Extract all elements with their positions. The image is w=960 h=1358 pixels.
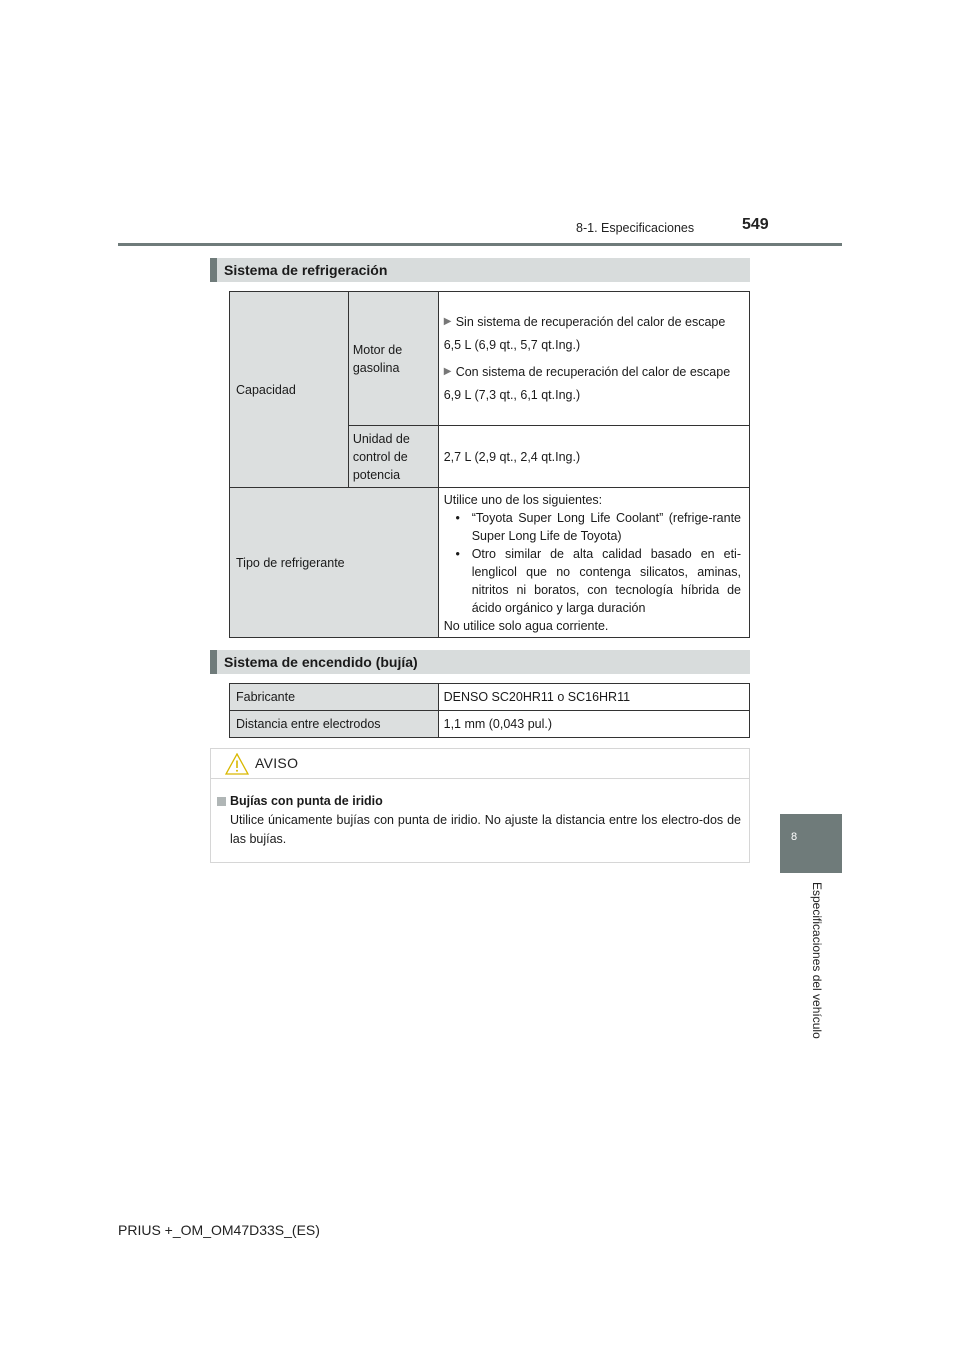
with-recovery-label: Con sistema de recuperación del calor de escape <box>455 365 731 379</box>
no-recovery-value: 6,5 L (6,9 qt., 5,7 qt.Ing.) <box>443 338 581 352</box>
warning-body <box>211 779 749 849</box>
pcu-value: 2,7 L (2,9 qt., 2,4 qt.Ing.) <box>443 449 581 464</box>
warning-title <box>217 792 741 811</box>
gas-engine-label-cell <box>348 292 438 426</box>
triangle-right-icon: ▶ <box>443 366 452 377</box>
manufacturer-label-cell <box>230 684 439 711</box>
coolant-option: “Toyota Super Long Life Coolant” (refrige-rante Super Long Life de Toyota) <box>471 510 741 543</box>
coolant-type-label-cell <box>230 488 439 638</box>
manufacturer-value: DENSO SC20HR11 o SC16HR11 <box>443 690 631 704</box>
capacity-label-cell <box>230 292 349 488</box>
table-row <box>230 684 750 711</box>
pcu-value-cell <box>438 426 749 488</box>
pcu-label: Unidad de control de potencia <box>352 431 410 482</box>
warning-triangle-icon <box>225 753 249 775</box>
manufacturer-label: Fabricante <box>236 690 296 704</box>
cooling-spec-table <box>229 291 750 638</box>
warning-header <box>211 749 749 779</box>
section-heading-ignition <box>210 650 750 674</box>
no-recovery-label: Sin sistema de recuperación del calor de escape <box>455 315 726 329</box>
with-recovery-value: 6,9 L (7,3 qt., 6,1 qt.Ing.) <box>443 388 581 402</box>
section-title: Sistema de encendido (bujía) <box>224 654 418 670</box>
list-item: • Otro similar de alta calidad basado en eti-lenglicol que no contenga silicatos, aminas, nitritos ni boratos, con tecnología híbrida de ácido orgánico y larga duración <box>455 546 741 615</box>
warning-text: Utilice únicamente bujías con punta de iridio. No ajuste la distancia entre los electro-dos de las bujías. <box>230 813 741 846</box>
list-item <box>444 313 741 331</box>
gas-engine-value-cell <box>438 292 749 426</box>
coolant-option: Otro similar de alta calidad basado en eti-lenglicol que no contenga silicatos, aminas, nitritos ni boratos, con tecnología híbrida de ácido orgánico y larga duración <box>471 546 741 615</box>
chapter-title-vertical: Especificaciones del vehículo <box>810 882 824 1039</box>
coolant-type-value-cell <box>438 488 749 638</box>
warning-label: AVISO <box>255 755 299 771</box>
page-number: 549 <box>742 216 769 233</box>
ignition-spec-table <box>229 683 750 738</box>
coolant-note: No utilice solo agua corriente. <box>443 618 609 633</box>
manufacturer-value-cell <box>438 684 749 711</box>
warning-title-text: Bujías con punta de iridio <box>230 794 383 808</box>
coolant-type-label: Tipo de refrigerante <box>236 555 345 570</box>
gap-label-cell <box>230 711 439 738</box>
footer-doc-code: PRIUS +_OM_OM47D33S_(ES) <box>118 1222 320 1238</box>
table-row <box>230 711 750 738</box>
table-row <box>230 488 750 638</box>
gas-engine-label: Motor de gasolina <box>352 342 403 375</box>
chapter-number: 8 <box>791 831 798 843</box>
list-item: • “Toyota Super Long Life Coolant” (refrige-rante Super Long Life de Toyota) <box>455 510 741 543</box>
header-section-title: 8-1. Especificaciones <box>576 221 695 235</box>
coolant-intro: Utilice uno de los siguientes: <box>443 492 603 507</box>
table-row <box>230 292 750 426</box>
header-divider <box>118 243 842 246</box>
capacity-label: Capacidad <box>236 382 296 397</box>
warning-box <box>210 748 750 863</box>
section-title: Sistema de refrigeración <box>224 262 388 278</box>
pcu-label-cell <box>348 426 438 488</box>
square-bullet-icon <box>217 797 226 806</box>
gap-value-cell <box>438 711 749 738</box>
section-heading-cooling <box>210 258 750 282</box>
gap-value: 1,1 mm (0,043 pul.) <box>443 717 553 731</box>
triangle-right-icon: ▶ <box>443 316 452 327</box>
chapter-tab <box>780 814 842 873</box>
list-item <box>444 363 741 381</box>
gap-label: Distancia entre electrodos <box>236 717 381 731</box>
